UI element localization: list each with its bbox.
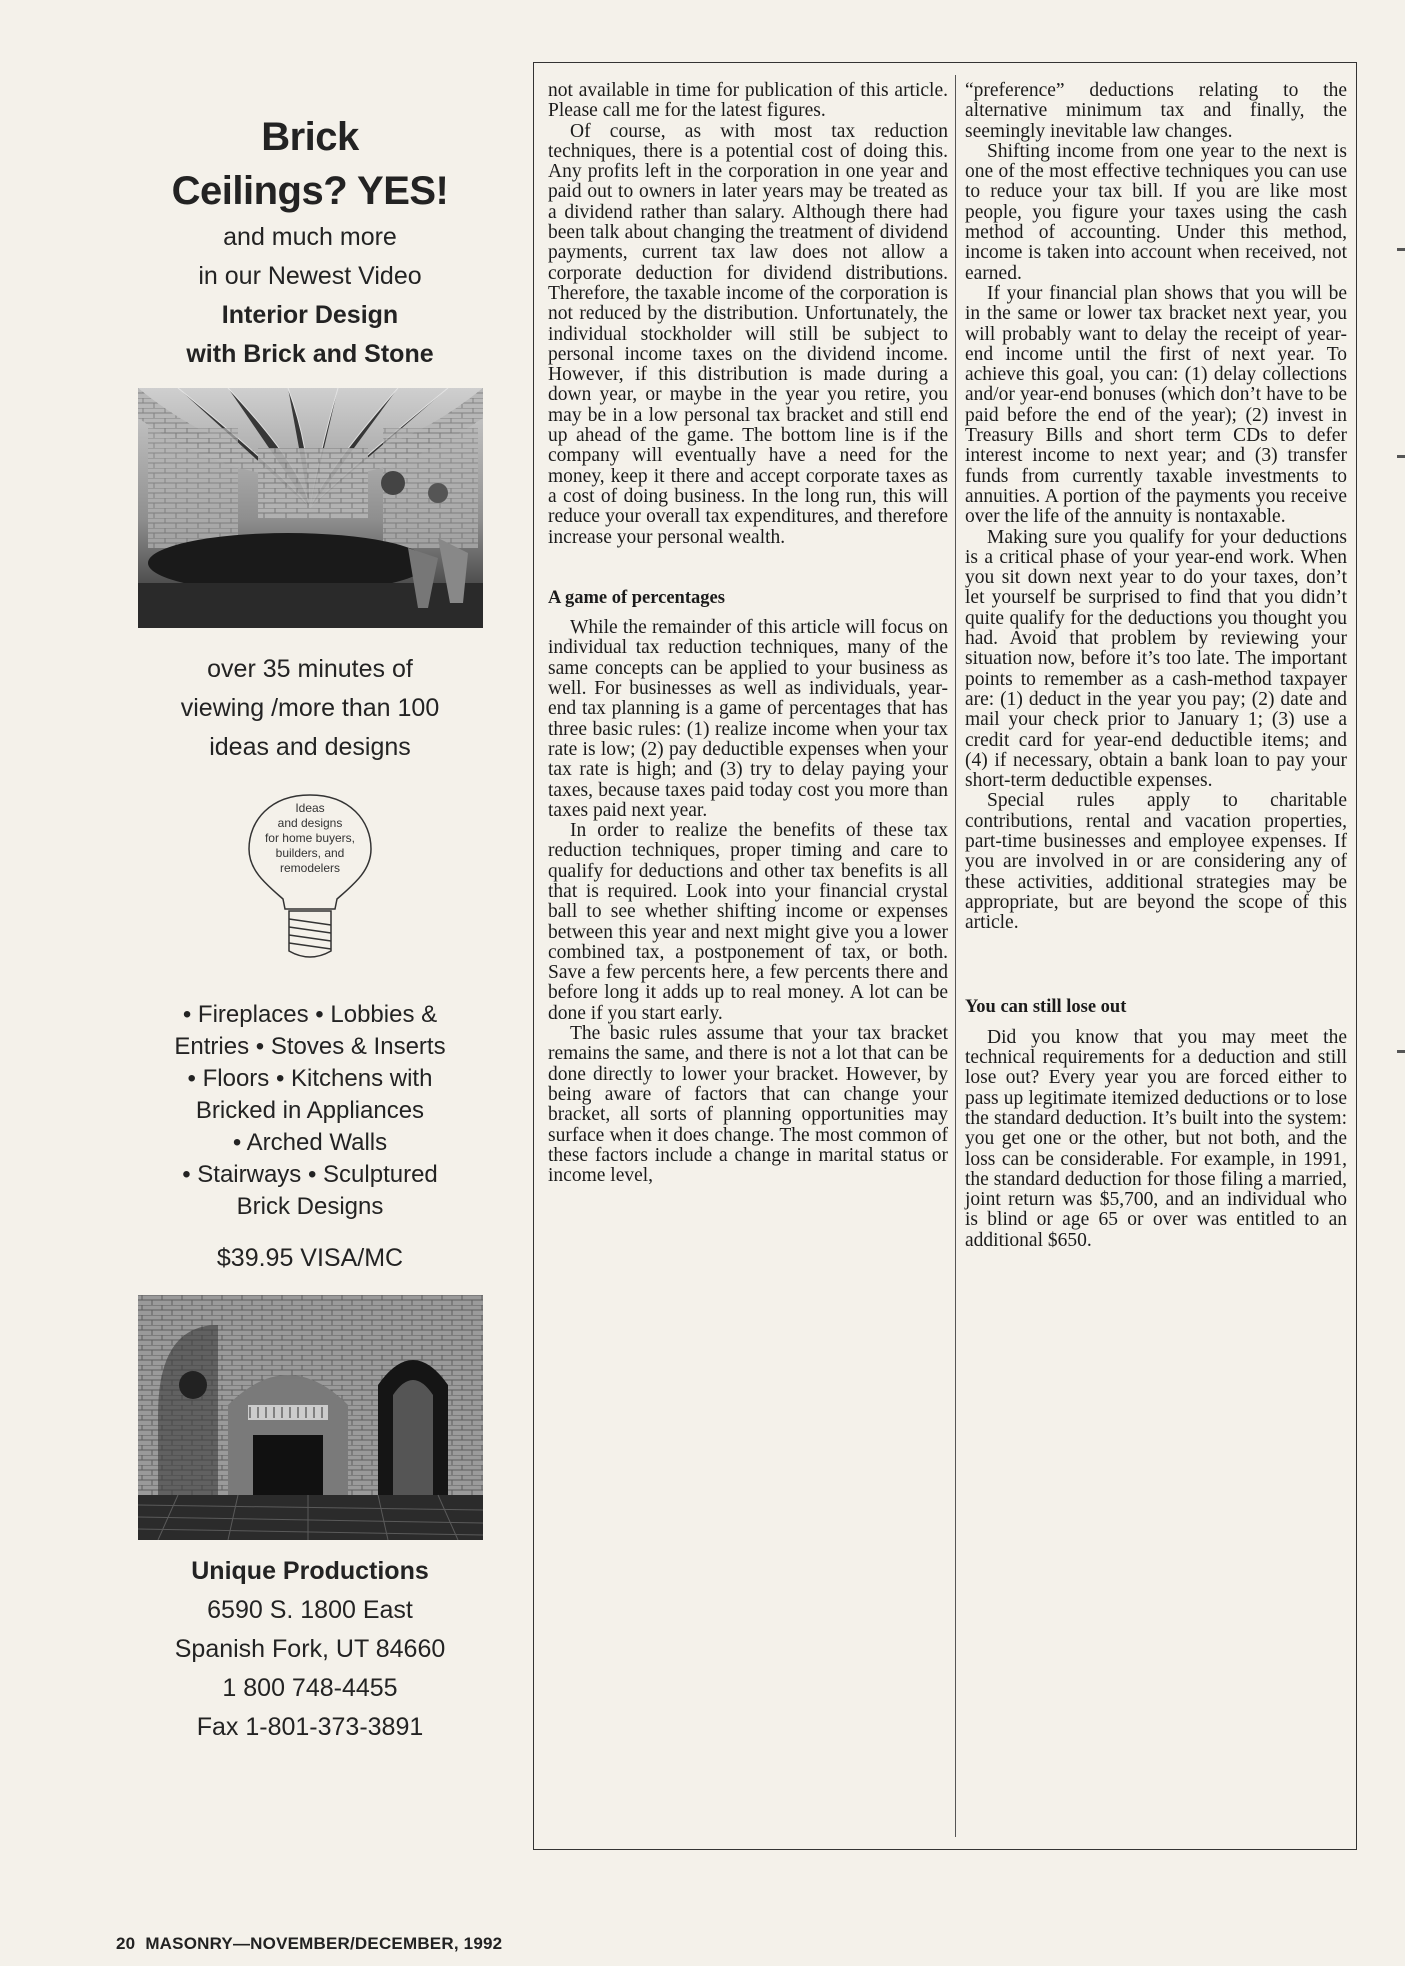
ad-viewing-text: over 35 minutes of (207, 655, 413, 683)
ad-headline-line1: Brick (261, 115, 359, 159)
article-paragraph: “preference” deductions relating to the alternative minimum tax and finally, the seemingly inevitable law changes. (965, 80, 1347, 142)
ad-price: $39.95 VISA/MC (216, 1244, 404, 1272)
bulb-caption: Ideas and designs for home buyers, builders, and remodelers (264, 801, 356, 875)
ad-phone: 1 800 748-4455 (222, 1674, 398, 1702)
article-column-right (965, 81, 1347, 1251)
article-paragraph: Special rules apply to charitable contributions, rental and vacation properties, part-time businesses and employee expenses. If you are involved in or are considering any of these activities, additional strategies may be appropriate, but are beyond the scope of this article. (965, 790, 1347, 934)
article-paragraph: The basic rules assume that your tax bracket remains the same, and there is not a lot that can be done directly to lower your bracket. However, by being aware of factors that can change your bracket, all sorts of planning opportunities may surface when it does change. The most common of these factors include a change in marital status or income level, (548, 1023, 948, 1187)
article-paragraph: Shifting income from one year to the next is one of the most effective techniques you can use to reduce your tax bill. If you are like most people, you figure your taxes using the cash method of accounting. Under this method, income is taken into account when received, not earned. (965, 140, 1347, 284)
article-paragraph: Making sure you qualify for your deductions is a critical phase of your year-end work. When you sit down next year to do your taxes, don’t let yourself be surprised to find that you didn’t quite qualify for the deductions you thought you had. Avoid that problem by reviewing your situation now, before it’s too late. The important points to remember as a cash-method taxpayer are: (1) deduct in the year you pay; (2) date and mail your check prior to January 1; (3) use a credit card for year-end deductible items; and (4) if necessary, obtain a bank loan to pay your short-term deductible expenses. (965, 526, 1347, 792)
article-paragraph: In order to realize the benefits of these tax reduction techniques, proper timing and care to qualify for deductions and other tax benefits is all that is required. Look into your financial crystal ball to see whether shifting income or expenses between this year and next might give you a lower combined tax, a postponement of tax, or both. Save a few percents here, a few percents there and before long it adds up to real money. A lot can be done if you start early. (548, 820, 948, 1024)
ad-viewing-text: ideas and designs (209, 733, 411, 761)
brick-fireplace-photo (138, 1295, 483, 1540)
feature-line: Brick Designs (236, 1193, 384, 1220)
ad-video-title: Interior Design (221, 301, 399, 329)
ad-headline-line2: Ceilings? YES! (171, 169, 449, 213)
video-advertisement (130, 110, 490, 1747)
feature-line: • Floors • Kitchens with (187, 1065, 433, 1092)
ad-address: 6590 S. 1800 East (207, 1596, 413, 1624)
page-footer (116, 1934, 502, 1954)
feature-line: • Stairways • Sculptured (182, 1161, 438, 1188)
ad-company-name: Unique Productions (191, 1557, 429, 1585)
edge-mark (1397, 1050, 1405, 1053)
ad-fax: Fax 1-801-373-3891 (196, 1713, 424, 1741)
article-box (533, 62, 1357, 1850)
feature-list (130, 999, 490, 1223)
article-column-left (548, 81, 948, 1186)
feature-line: Bricked in Appliances (195, 1097, 425, 1124)
feature-line: Entries • Stoves & Inserts (174, 1033, 446, 1060)
article-paragraph: While the remainder of this article will focus on individual tax reduction techniques, many of the same concepts can be applied to your business as well. For businesses as well as individuals, year-end tax planning is a game of percentages that has three basic rules: (1) realize income when your tax rate is low; (2) pay deductible expenses when your tax rate is high; and (3) try to delay paying your taxes, because taxes paid today cost you more than taxes paid next year. (548, 617, 948, 821)
ad-subheadline: in our Newest Video (198, 262, 422, 290)
brick-ceiling-photo (138, 388, 483, 628)
article-paragraph: Did you know that you may meet the technical requirements for a deduction and still lose out? Every year you are forced either to pass up legitimate itemized deductions or to lose the standard deduction. It’s built into the system: you get one or the other, but not both, and the loss can be considerable. For example, in 1991, the standard deduction for those filing a married, joint return was $5,700, and an individual who is blind or age 65 or over was entitled to an additional $650. (965, 1026, 1347, 1251)
article-paragraph: not available in time for publication of this article. Please call me for the latest figures. (548, 80, 948, 122)
column-divider (955, 75, 956, 1837)
article-paragraph: If your financial plan shows that you will be in the same or lower tax bracket next year, you will probably want to delay the receipt of year-end income until the first of next year. To achieve this goal, you can: (1) delay collections and/or year-end bonuses (which don’t have to be paid before the end of the year); (2) invest in Treasury Bills and short term CDs to defer interest income to next year; and (3) transfer funds from currently taxable investments to annuities. A portion of the payments you receive over the life of the annuity is nontaxable. (965, 282, 1347, 528)
ad-subheadline: and much more (223, 223, 397, 251)
section-heading: A game of percentages (548, 587, 725, 608)
lightbulb-icon (245, 791, 375, 961)
edge-mark (1397, 455, 1405, 458)
article-paragraph: Of course, as with most tax reduction techniques, there is a potential cost of doing this. Any profits left in the corporation in one year and paid out to owners in later years may be treated as a dividend rather than salary. Although there had been talk about changing the treatment of dividend payments, current tax law does not allow a corporate deduction for dividend distributions. Therefore, the taxable income of the corporation is not reduced by the distribution. Unfortunately, the individual stockholder will still be subject to personal income taxes on the dividend income. However, if this distribution is made during a down year, or maybe in the year you retire, you may be in a low personal tax bracket and still end up ahead of the game. The bottom line is if the company will eventually have a need for the money, keep it there and accept corporate taxes as a cost of doing business. In the long run, this will reduce your overall tax expenditures, and therefore increase your personal wealth. (548, 120, 948, 548)
feature-line: • Fireplaces • Lobbies & (182, 1001, 438, 1028)
section-heading: You can still lose out (965, 997, 1127, 1018)
ad-viewing-text: viewing /more than 100 (180, 694, 440, 722)
ad-video-title: with Brick and Stone (186, 340, 434, 368)
ad-address: Spanish Fork, UT 84660 (174, 1635, 446, 1663)
edge-mark (1397, 248, 1405, 251)
publication-line: MASONRY—NOVEMBER/DECEMBER, 1992 (145, 1934, 503, 1953)
page-number: 20 (116, 1934, 136, 1953)
feature-line: • Arched Walls (232, 1129, 388, 1156)
